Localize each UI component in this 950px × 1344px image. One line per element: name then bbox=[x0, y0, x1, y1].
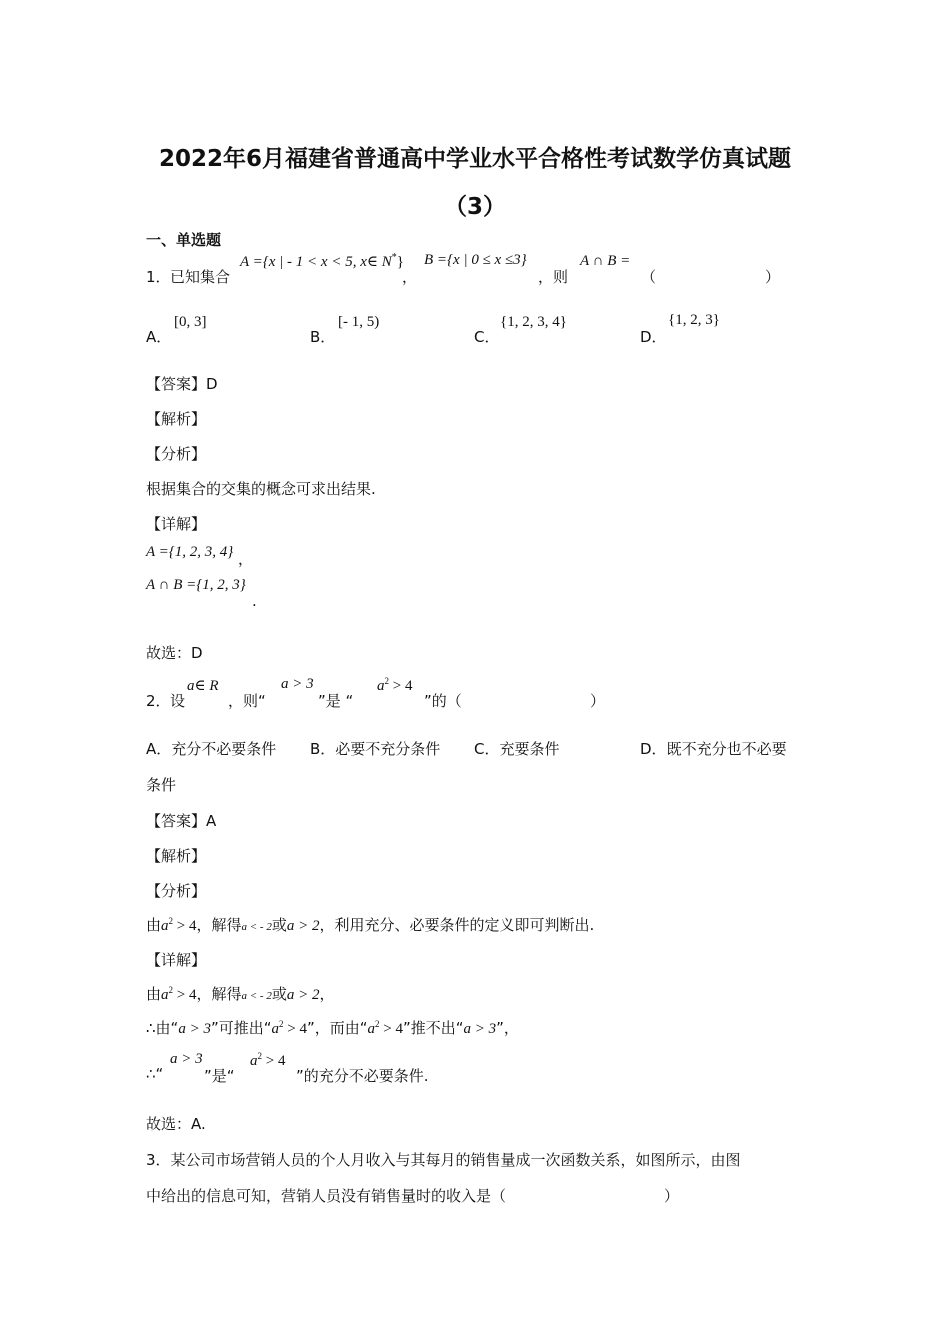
q1-option-a-label: A． bbox=[146, 328, 172, 346]
q2-fenxi-line: 由$a^2 > 4$，解得a < - 2或a > 2，利用充分、必要条件的定义即可判断出. bbox=[146, 916, 595, 934]
q1-detail-line2-tail: . bbox=[252, 592, 257, 610]
q1-set-b: B ={x | 0 ≤ x ≤3} bbox=[424, 252, 527, 268]
q1-option-d-label: D． bbox=[640, 328, 667, 346]
q1-bracket-close: ） bbox=[765, 268, 781, 286]
q2-detail-line3-start: ∴“ bbox=[146, 1065, 164, 1083]
q1-detail-line1-tail: ， bbox=[238, 550, 254, 568]
q1-stem: 已知集合 bbox=[170, 268, 231, 286]
q2-detail-heading: 【详解】 bbox=[146, 951, 207, 969]
q2-condition-b: a > 3 bbox=[281, 676, 314, 692]
q2-de: ”的（ bbox=[424, 692, 462, 710]
q2-condition-a: a∈ R bbox=[187, 678, 219, 694]
q2-option-c: C．充要条件 bbox=[474, 740, 560, 758]
q1-option-d-value: {1, 2, 3} bbox=[668, 312, 720, 328]
q2-detail-line3-cond2: $a^2 > 4$ bbox=[250, 1051, 286, 1069]
q2-shi: ”是 “ bbox=[318, 692, 354, 710]
q2-answer: 【答案】A bbox=[146, 812, 217, 830]
q1-detail-line1: A ={1, 2, 3, 4} bbox=[146, 544, 234, 560]
q3-stem-line2: 中给出的信息可知，营销人员没有销售量时的收入是（ bbox=[146, 1187, 507, 1205]
q2-option-b: B．必要不充分条件 bbox=[310, 740, 441, 758]
q1-bracket-open: （ bbox=[641, 268, 657, 286]
q1-option-c-value: {1, 2, 3, 4} bbox=[500, 314, 567, 330]
q1-option-c-label: C． bbox=[474, 328, 500, 346]
q1-analysis-heading: 【解析】 bbox=[146, 410, 207, 428]
q2-option-d: D．既不充分也不必要 bbox=[640, 740, 787, 758]
q2-detail-line3-cond1: a > 3 bbox=[170, 1051, 203, 1067]
q1-conclusion: 故选：D bbox=[146, 644, 203, 662]
q2-detail-line2: ∴由“a > 3”可推出“$a^2 > 4$”，而由“$a^2 > 4$”推不出“a > 3”， bbox=[146, 1019, 519, 1037]
page-title: 2022年6月福建省普通高中学业水平合格性考试数学仿真试题 bbox=[158, 146, 792, 172]
q1-detail-heading: 【详解】 bbox=[146, 515, 207, 533]
q1-option-b-label: B． bbox=[310, 328, 336, 346]
q1-fenxi-heading: 【分析】 bbox=[146, 445, 207, 463]
q1-fenxi-text: 根据集合的交集的概念可求出结果. bbox=[146, 480, 376, 498]
q2-condition-c: $a^2 > 4$ bbox=[377, 676, 413, 694]
q1-number: 1． bbox=[146, 268, 171, 286]
q2-option-a: A．充分不必要条件 bbox=[146, 740, 277, 758]
q2-analysis-heading: 【解析】 bbox=[146, 847, 207, 865]
q1-option-a-value: [0, 3] bbox=[174, 314, 207, 330]
q1-answer: 【答案】D bbox=[146, 375, 218, 393]
q1-expression: A ∩ B = bbox=[580, 253, 631, 269]
q2-conclusion: 故选：A. bbox=[146, 1115, 206, 1133]
q1-option-b-value: [- 1, 5) bbox=[338, 314, 380, 330]
q2-fenxi-heading: 【分析】 bbox=[146, 882, 207, 900]
q3-bracket-close: ） bbox=[664, 1187, 680, 1205]
section-heading: 一、单选题 bbox=[146, 231, 222, 249]
q2-number: 2． bbox=[146, 692, 171, 710]
q2-option-d-wrap: 条件 bbox=[146, 776, 177, 794]
page-title-line2: （3） bbox=[443, 194, 506, 220]
q2-ze: ，则“ bbox=[228, 692, 266, 710]
q2-she: 设 bbox=[170, 692, 186, 710]
q2-detail-line3-tail: ”的充分不必要条件. bbox=[296, 1067, 429, 1085]
q1-then: ，则 bbox=[538, 268, 569, 286]
q2-bracket-close: ） bbox=[590, 692, 606, 710]
q1-detail-line2: A ∩ B ={1, 2, 3} bbox=[146, 577, 246, 593]
q1-set-a: A ={x | - 1 < x < 5, x∈ N*} bbox=[240, 252, 404, 270]
q2-detail-line1: 由$a^2 > 4$，解得a < - 2或a > 2， bbox=[146, 985, 335, 1003]
q3-stem-line1: 3．某公司市场营销人员的个人月收入与其每月的销售量成一次函数关系，如图所示，由图 bbox=[146, 1151, 741, 1169]
q1-comma: ， bbox=[402, 268, 418, 286]
q2-detail-line3-shi: ”是“ bbox=[204, 1067, 235, 1085]
